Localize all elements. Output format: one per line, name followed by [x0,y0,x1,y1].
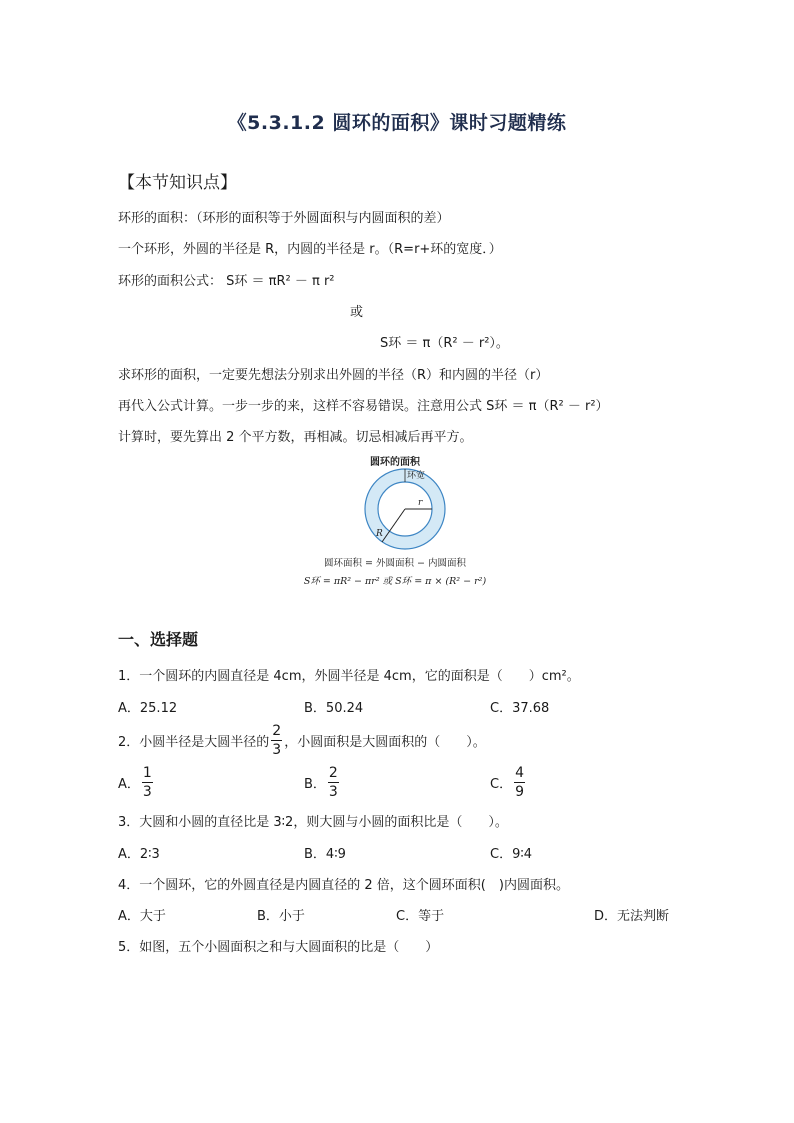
q2-option-b-fraction [328,766,339,799]
knowledge-line-7: 再代入公式计算。一步一步的来，这样不容易错误。注意用公式 S环 ＝ π（R² － r²） [118,399,609,414]
q3-option-c[interactable]: C．9∶4 [490,847,533,862]
figure-formula-1: 圆环面积 = 外圆面积 − 内圆面积 [324,558,466,569]
q2-option-c-numerator: 4 [515,764,524,781]
q2-fraction-numerator: 2 [272,722,282,739]
q3-option-b[interactable]: B．4∶9 [304,847,346,862]
q2-option-c-label: C． [490,776,513,792]
q1-option-a[interactable]: A．25.12 [118,701,178,716]
question-1: 1．一个圆环的内圆直径是 4cm，外圆半径是 4cm，它的面积是（ ）cm²。 [118,669,580,684]
inner-radius-label: r [418,498,423,508]
q4-option-b[interactable]: B．小于 [257,909,305,924]
q1-option-b[interactable]: B．50.24 [304,701,364,716]
q2-option-b-label: B． [304,776,326,792]
q2-option-a-fraction [142,766,153,799]
q2-fraction-denominator: 3 [272,741,282,758]
q4-option-a[interactable]: A．大于 [118,909,166,924]
figure-formula-2: S环 = πR² − πr² 或 S环 = π × (R² − r²) [303,576,487,587]
knowledge-heading: 【本节知识点】 [118,173,237,193]
q4-option-d[interactable]: D．无法判断 [594,909,670,924]
ring-width-label: 环宽 [407,471,426,481]
knowledge-line-2: 一个环形，外圆的半径是 R，内圆的半径是 r。（R=r+环的宽度．） [118,242,502,257]
q4-option-c[interactable]: C．等于 [396,909,445,924]
q2-option-c-denominator: 9 [515,783,524,800]
q2-text-pre: 2．小圆半径是大圆半径的 [118,734,270,750]
q3-option-a[interactable]: A．2∶3 [118,847,160,862]
q2-option-c[interactable] [490,762,527,802]
knowledge-line-3: 环形的面积公式： S环 ＝ πR² － π r² [118,274,335,289]
question-3: 3．大圆和小圆的直径比是 3∶2，则大圆与小圆的面积比是（ ）。 [118,815,508,830]
q2-option-a[interactable] [118,762,155,802]
q2-option-a-label: A． [118,776,140,792]
q2-option-b[interactable] [304,762,341,802]
question-4: 4．一个圆环，它的外圆直径是内圆直径的 2 倍，这个圆环面积( )内圆面积。 [118,878,569,893]
q2-text-post: ，小圆面积是大圆面积的（ ）。 [284,734,486,750]
q2-option-b-denominator: 3 [328,783,338,800]
q2-option-c-fraction [514,766,525,799]
outer-radius-label: R [376,529,383,539]
q2-fraction [271,724,282,757]
knowledge-line-5: S环 ＝ π（R² － r²）。 [380,336,509,351]
ring-area-figure [290,450,500,600]
q2-option-a-numerator: 1 [142,764,152,781]
q2-option-a-denominator: 3 [142,783,152,800]
knowledge-line-8: 计算时，要先算出 2 个平方数，再相减。切忌相减后再平方。 [118,430,473,445]
q1-option-c[interactable]: C．37.68 [490,701,550,716]
question-5: 5．如图，五个小圆面积之和与大圆面积的比是（ ） [118,940,439,955]
knowledge-line-6: 求环形的面积，一定要先想法分别求出外圆的半径（R）和内圆的半径（r） [118,368,549,383]
knowledge-line-1: 环形的面积：（环形的面积等于外圆面积与内圆面积的差） [118,211,450,226]
section-choice-heading: 一、选择题 [118,630,199,649]
ring-diagram [290,450,500,600]
q2-option-b-numerator: 2 [328,764,338,781]
page-title: 《5.3.1.2 圆环的面积》课时习题精练 [227,112,567,134]
knowledge-line-4: 或 [350,305,364,320]
question-2 [118,720,486,760]
figure-caption: 圆环的面积 [370,457,420,468]
